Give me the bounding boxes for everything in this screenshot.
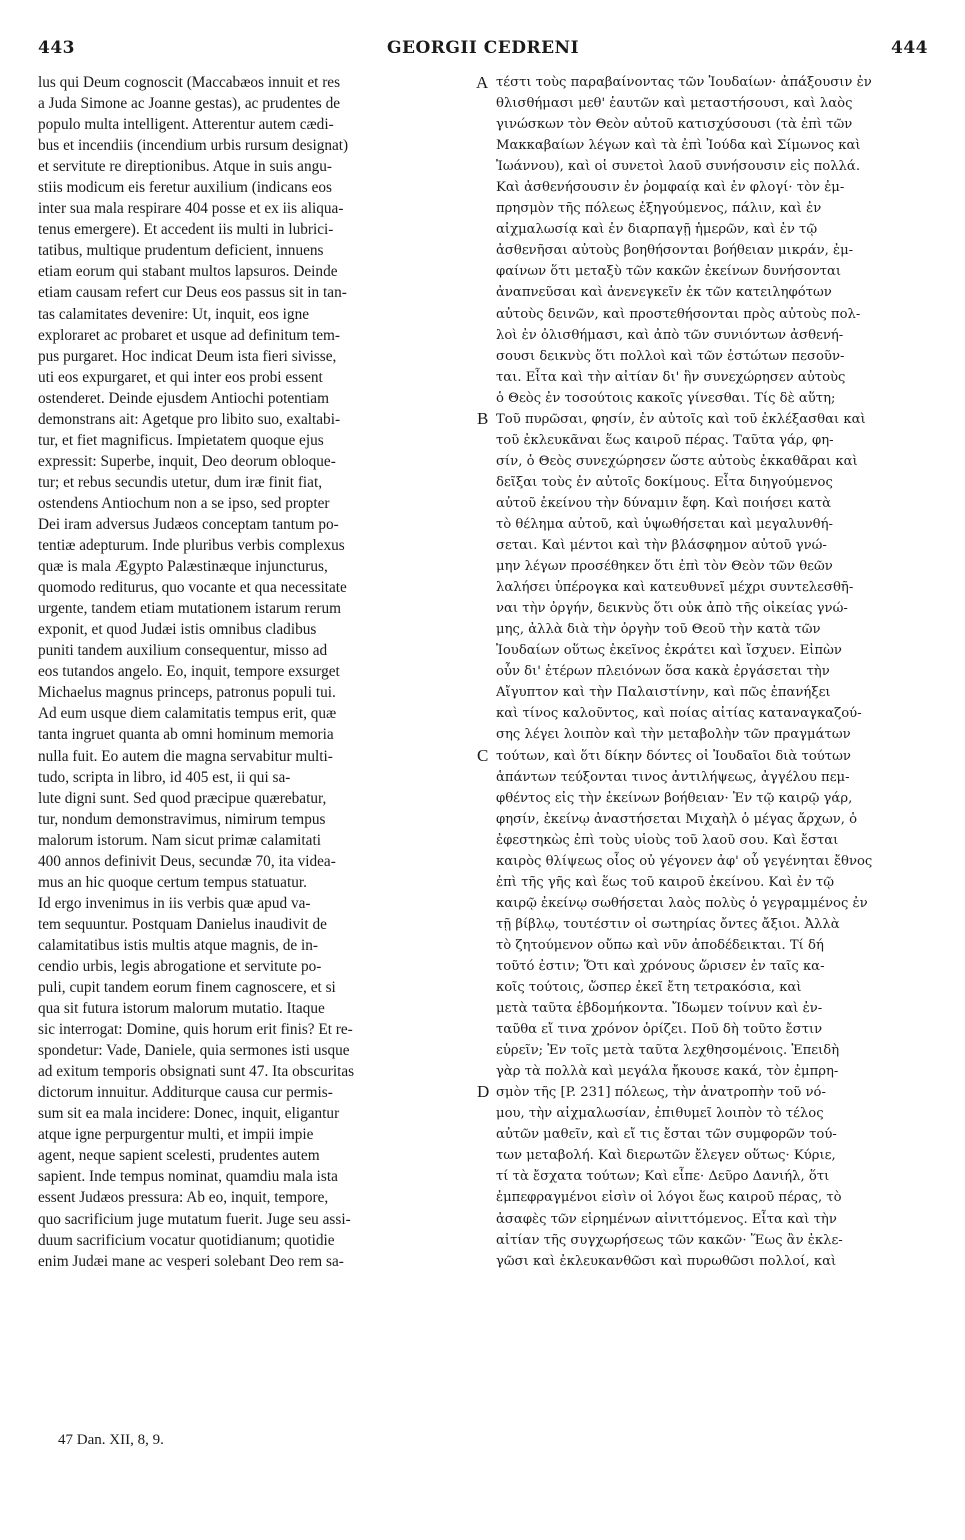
greek-text-line: Καὶ ἀσθενήσουσιν ἐν ῥομφαίᾳ καὶ ἐν φλογί· τὸν ἐμ- bbox=[496, 180, 845, 196]
latin-text-line: quo sacrificium juge mutatum fuerit. Juge seu assi- bbox=[38, 1210, 351, 1228]
greek-text-line: καιρὸς θλίψεως οἷος οὐ γέγονεν ἀφ' οὗ γεγένηται ἔθνος bbox=[496, 853, 873, 869]
greek-text-line: σεται. Καὶ μέντοι καὶ τὴν βλάσφημον αὐτοῦ γνώ- bbox=[496, 538, 827, 554]
latin-text-line: mus an hic quoque certum tempus statuatur. bbox=[38, 873, 307, 891]
latin-text-line: tudo, scripta in libro, id 405 est, ii qui sa- bbox=[38, 768, 291, 786]
latin-text-line: Id ergo invenimus in iis verbis quæ apud va- bbox=[38, 894, 311, 912]
greek-text-line: μην λέγων προσέθηκεν ὅτι ἐπὶ τὸν Θεὸν τῶν θεῶν bbox=[496, 559, 833, 575]
greek-text-line: τέστι τοὺς παραβαίνοντας τῶν Ἰουδαίων· ἀπάξουσιν ἐν bbox=[496, 75, 872, 90]
latin-text-line: calamitatibus istis multis atque magnis, de in- bbox=[38, 936, 318, 954]
latin-text-line: tanta ingruet quanta ab omni hominum memoria bbox=[38, 726, 334, 744]
page-number-right: 444 bbox=[891, 38, 928, 58]
page-number-left: 443 bbox=[38, 38, 75, 58]
greek-text-line: αὐτοὺς δεινῶν, καὶ προστεθήσονται πρὸς αὐτοὺς πολ- bbox=[496, 306, 861, 322]
latin-text-line: a Juda Simone ac Joanne gestas), ac prudentes de bbox=[38, 95, 341, 113]
latin-text-line: exponit, et quod Judæi istis omnibus cladibus bbox=[38, 621, 317, 639]
margin-marker-b: B bbox=[477, 409, 489, 428]
greek-text-line: αἰχμαλωσίᾳ καὶ ἐν διαρπαγῇ ἡμερῶν, καὶ ἐν τῷ bbox=[496, 222, 818, 238]
page-header bbox=[38, 38, 928, 66]
greek-text-line: κοῖς τούτοις, ὥσπερ ἐκεῖ ἔτη τετρακόσια, καὶ bbox=[496, 980, 802, 996]
greek-text-line: ἐφεστηκὼς ἐπὶ τοὺς υἱοὺς τοῦ λαοῦ σου. Καὶ ἔσται bbox=[496, 832, 839, 848]
latin-text-line: inter sua mala respirare 404 posse et ex iis aliqua- bbox=[38, 200, 344, 218]
greek-text-line: φθέντος εἰς τὴν ἐκείνων βοήθειαν· Ἐν τῷ καιρῷ γάρ, bbox=[496, 790, 853, 806]
greek-column bbox=[496, 72, 932, 1272]
greek-text-line: σης λέγει λοιπὸν καὶ τὴν μεταβολὴν τῶν πραγμάτων bbox=[496, 727, 851, 743]
latin-text-line: quæ is mala Ægypto Palæstinæque injuncturus, bbox=[38, 558, 328, 576]
latin-text-line: agent, neque sapient scelesti, prudentes autem bbox=[38, 1147, 320, 1165]
greek-text-line: αὐτῶν μαθεῖν, καὶ εἴ τις ἔσται τῶν συμφορῶν τού- bbox=[496, 1127, 837, 1143]
latin-text-line: sapient. Inde tempus nominat, quamdiu mala ista bbox=[38, 1168, 338, 1186]
latin-text-line: Ad eum usque diem calamitatis tempus erit, quæ bbox=[38, 705, 337, 723]
latin-text-line: Michaelus magnus princeps, patronus populi tui. bbox=[38, 684, 336, 702]
latin-text-line: lute digni sunt. Sed quod præcipue quærebatur, bbox=[38, 789, 327, 807]
greek-text-line: τὸ θέλημα αὐτοῦ, καὶ ὑψωθήσεται καὶ μεγαλυνθή- bbox=[496, 516, 833, 532]
greek-text-line: Μακκαβαίων λέγων καὶ τὰ ἐπὶ Ἰούδα καὶ Σίμωνος καὶ bbox=[496, 138, 861, 154]
latin-text-line: puniti tandem auxilium consequentur, misso ad bbox=[38, 642, 328, 660]
greek-text-line: Τοῦ πυρῶσαι, φησίν, ἐν αὐτοῖς καὶ τοῦ ἐκλέξασθαι καὶ bbox=[496, 411, 866, 427]
latin-text-line: qua sit futura istorum malorum mutatio. Itaque bbox=[38, 1000, 325, 1018]
greek-text-line: γὰρ τὰ πολλὰ καὶ μεγάλα ἤκουσε κακά, τὸν ἐμπρη- bbox=[496, 1064, 839, 1080]
greek-text-line: δεῖξαι τοὺς ἐν αὐτοῖς δοκίμους. Εἶτα διηγούμενος bbox=[496, 474, 833, 490]
greek-text-line: Αἴγυπτον καὶ τὴν Παλαιστίνην, καὶ πῶς ἐπανήξει bbox=[496, 685, 831, 701]
latin-text-line: tentiæ adepturum. Inde pluribus verbis complexus bbox=[38, 537, 345, 555]
latin-text-line: expressit: Superbe, inquit, Deo deorum obloque- bbox=[38, 452, 336, 470]
greek-text-line: ἐμπεφραγμένοι εἰσὶν οἱ λόγοι ἕως καιροῦ πέρας, τὸ bbox=[496, 1190, 842, 1206]
greek-text-line: θλισθήμασι μεθ' ἑαυτῶν καὶ μεταστήσουσι, καὶ λαὸς bbox=[496, 96, 853, 112]
greek-text-line: τὸ ζητούμενον οὔπω καὶ νῦν ἀποδέδεικται. Τί δή bbox=[496, 937, 824, 953]
latin-text-line: quomodo rediturus, quo vocante et qua necessitate bbox=[38, 579, 347, 597]
latin-text-line: tur; et rebus secundis utetur, dum iræ finit fiat, bbox=[38, 473, 323, 491]
latin-text-line: Dei iram adversus Judæos conceptam tantum po- bbox=[38, 515, 339, 533]
greek-text-line: ἀσαφὲς τῶν εἰρημένων αἰνιττόμενος. Εἶτα καὶ τὴν bbox=[496, 1211, 837, 1227]
latin-text-line: spondetur: Vade, Daniele, quia sermones isti usque bbox=[38, 1042, 350, 1060]
latin-text-line: ad exitum temporis obsignati sunt 47. Ita obscuritas bbox=[38, 1063, 355, 1081]
greek-text-line: ἁπάντων τεύξονται τινος ἀντιλήψεως, ἀγγέλου πεμ- bbox=[496, 769, 850, 785]
latin-text-line: nulla fuit. Eo autem die magna servabitur multi- bbox=[38, 747, 333, 765]
greek-text-line: τῇ βίβλῳ, τουτέστιν οἱ σωτηρίας ὄντες ἄξιοι. Ἀλλὰ bbox=[496, 916, 840, 932]
greek-text-line: μου, τὴν αἰχμαλωσίαν, ἐπιθυμεῖ λοιπὸν τὸ τέλος bbox=[496, 1106, 824, 1122]
latin-text-line: demonstrans ait: Agetque pro libito suo, exaltabi- bbox=[38, 410, 341, 428]
greek-text-line: ὁ Θεὸς ἐν τοσούτοις κακοῖς γίνεσθαι. Τίς δὲ αὕτη; bbox=[496, 390, 836, 406]
latin-text-line: malorum istorum. Nam sicut primæ calamitati bbox=[38, 831, 321, 849]
footnote: 47 Dan. XII, 8, 9. bbox=[58, 1432, 164, 1448]
latin-text-line: cendio urbis, legis abrogatione et servitute po- bbox=[38, 957, 322, 975]
greek-text-line: εὑρεῖν; Ἐν τοῖς μετὰ ταῦτα λεχθησομένοις. Ἐπειδὴ bbox=[496, 1043, 840, 1059]
latin-text-line: tur, et fiet magnificus. Impietatem quoque ejus bbox=[38, 431, 324, 449]
greek-text-line: οὖν δι' ἑτέρων πλειόνων ὅσα κακὰ ἐργάσεται τὴν bbox=[496, 664, 830, 680]
greek-text-line: των μεταβολή. Καὶ διερωτῶν ἔλεγεν οὕτως· Κύριε, bbox=[496, 1148, 836, 1164]
greek-text-line: αἰτίαν τῆς συγχωρήσεως τῶν κακῶν· Ἕως ἂν ἐκλε- bbox=[496, 1232, 843, 1248]
greek-text-line: αὐτοῦ ἐκείνου τὴν δύναμιν ἔφη. Καὶ ποιήσει κατὰ bbox=[496, 495, 832, 511]
latin-text-line: tem sequuntur. Postquam Danielus inaudivit de bbox=[38, 915, 327, 933]
greek-text-line: ταῦθα εἴ τινα χρόνον ὁρίζει. Ποῦ δὴ τοῦτο ἔστιν bbox=[496, 1022, 823, 1038]
margin-marker-d: D bbox=[477, 1082, 490, 1101]
latin-text-line: pus purgaret. Hoc indicat Deum ista fieri sivisse, bbox=[38, 347, 337, 365]
latin-text-line: etiam eorum qui stabant multos lapsuros. Deinde bbox=[38, 263, 338, 281]
greek-text-line: καιρῷ ἐκείνῳ σωθήσεται λαὸς πολὺς ὁ γεγραμμένος ἐν bbox=[496, 895, 868, 911]
latin-text-line: etiam causam refert cur Deus eos passus sit in tan- bbox=[38, 284, 347, 302]
latin-text-line: atque igne perpurgentur multi, et impii impie bbox=[38, 1126, 314, 1144]
greek-text-line: ἀναπνεῦσαι καὶ ἀνενεγκεῖν ἐκ τῶν κατειληφότων bbox=[496, 285, 832, 301]
greek-text-line: τοῦ ἐκλευκᾶναι ἕως καιροῦ πέρας. Ταῦτα γάρ, φη- bbox=[496, 432, 834, 448]
latin-text-line: et servitute re direptionibus. Atque in suis angu- bbox=[38, 158, 332, 176]
greek-text-line: σίν, ὁ Θεὸς συνεχώρησεν ὥστε αὐτοὺς ἐκκαθᾶραι καὶ bbox=[496, 453, 858, 469]
latin-text-line: duum sacrificium vocatur quotidianum; quotidie bbox=[38, 1231, 335, 1249]
latin-text-line: essent Judæos pressura: Ab eo, inquit, tempore, bbox=[38, 1189, 329, 1207]
greek-text-line: πρησμὸν τῆς πόλεως ἐξηγούμενος, πάλιν, καὶ ἐν bbox=[496, 201, 822, 217]
greek-text-line: φαίνων ὅτι μεταξὺ τῶν κακῶν ἐκείνων δυνήσονται bbox=[496, 264, 842, 280]
greek-text-line: καὶ τίνος καλοῦντος, καὶ ποίας αἰτίας καταναγκαζού- bbox=[496, 706, 862, 722]
latin-text-line: ostendens Antiochum non a se ipso, sed propter bbox=[38, 494, 330, 512]
latin-text-line: lus qui Deum cognoscit (Maccabæos innuit et res bbox=[38, 74, 341, 91]
latin-text-line: sic interrogat: Domine, quis horum erit finis? Et re- bbox=[38, 1021, 353, 1039]
greek-text-line: γινώσκων τὸν Θεὸν αὐτοῦ κατισχύσουσι (τὰ ἐπὶ τῶν bbox=[496, 117, 853, 133]
latin-text-line: bus et incendiis (incendium urbis rursum designat) bbox=[38, 137, 349, 155]
latin-text-line: stiis modicum eis feretur auxilium (indicans eos bbox=[38, 179, 332, 197]
greek-text-line: ἀσθενῆσαι αὐτοὺς βοηθήσονται βοήθειαν μικράν, ἐμ- bbox=[496, 243, 854, 259]
latin-text-line: tas calamitates devenire: Ut, inquit, eos igne bbox=[38, 305, 310, 323]
greek-text-line: τούτων, καὶ ὅτι δίκην δόντες οἱ Ἰουδαῖοι διὰ τούτων bbox=[496, 748, 851, 764]
latin-text-line: uti eos expurgaret, et qui inter eos probi essent bbox=[38, 368, 323, 386]
latin-text-line: tur, nondum demonstravimus, nimirum tempus bbox=[38, 810, 326, 828]
running-title: GEORGII CEDRENI bbox=[386, 38, 580, 58]
greek-text-line: τοῦτό ἐστιν; Ὅτι καὶ χρόνους ὥρισεν ἐν ταῖς κα- bbox=[496, 958, 825, 974]
latin-text-line: sum sit ea mala incidere: Donec, inquit, eligantur bbox=[38, 1105, 340, 1123]
greek-text-line: ναι τὴν ὀργήν, δεικνὺς ὅτι οὐκ ἀπὸ τῆς οἰκείας γνώ- bbox=[496, 601, 848, 617]
greek-text-line: Ἰουδαίων οὕτως ἐκεῖνος ἐκράτει καὶ ἴσχυεν. Εἰπὼν bbox=[496, 643, 842, 659]
margin-marker-c: C bbox=[477, 746, 489, 765]
latin-text-line: urgente, tandem etiam mutationem istarum rerum bbox=[38, 600, 342, 618]
greek-text-line: ἐπὶ τῆς γῆς καὶ ἕως τοῦ καιροῦ ἐκείνου. Καὶ ἐν τῷ bbox=[496, 874, 834, 890]
latin-text-line: populo multa intelligent. Atterentur autem cædi- bbox=[38, 116, 334, 134]
greek-text-line: σουσι δεικνὺς ὅτι πολλοὶ καὶ τῶν ἑστώτων πεσοῦν- bbox=[496, 348, 845, 364]
greek-text-line: λοὶ ἐν ὀλισθήμασι, καὶ ἀπὸ τῶν συνιόντων ἀσθενή- bbox=[496, 327, 844, 343]
latin-text-line: tatibus, multique prudentum deficient, innuens bbox=[38, 242, 324, 260]
greek-text-line: μης, ἀλλὰ διὰ τὴν ὀργὴν τοῦ Θεοῦ τὴν κατὰ τῶν bbox=[496, 622, 821, 638]
greek-text-line: γῶσι καὶ ἐκλευκανθῶσι καὶ πυρωθῶσι πολλοί, καὶ bbox=[496, 1253, 837, 1269]
greek-text-line: μετὰ ταῦτα ἑβδομήκοντα. Ἴδωμεν τοίνυν καὶ ἐν- bbox=[496, 1001, 823, 1017]
latin-text-line: enim Judæi mane ac vesperi solebant Deo rem sa- bbox=[38, 1252, 344, 1270]
margin-marker-a: A bbox=[476, 73, 489, 92]
latin-text-line: exploraret ac probaret et usque ad definitum tem- bbox=[38, 326, 340, 344]
latin-text-line: ostenderet. Deinde ejusdem Antiochi potentiam bbox=[38, 389, 329, 407]
latin-text-line: dictorum innuitur. Additurque causa cur permis- bbox=[38, 1084, 333, 1102]
latin-text-line: tenus emergere). Et accedent iis multi in lubrici- bbox=[38, 221, 334, 239]
greek-text-line: τί τὰ ἔσχατα τούτων; Καὶ εἶπε· Δεῦρο Δανιήλ, ὅτι bbox=[496, 1169, 830, 1185]
greek-text-line: φησίν, ἐκείνῳ ἀναστήσεται Μιχαὴλ ὁ μέγας ἄρχων, ὁ bbox=[496, 811, 858, 827]
latin-column bbox=[38, 72, 470, 1272]
greek-text-line: Ἰωάννου), καὶ οἱ συνετοὶ λαοῦ συνήσουσιν εἰς πολλά. bbox=[496, 159, 861, 175]
latin-text-line: eos tutandos angelo. Eo, inquit, tempore exsurget bbox=[38, 663, 340, 681]
greek-text-line: ται. Εἶτα καὶ τὴν αἰτίαν δι' ἣν συνεχώρησεν αὐτοὺς bbox=[496, 369, 846, 385]
greek-text-line: σμὸν τῆς [P. 231] πόλεως, τὴν ἀνατροπὴν τοῦ νό- bbox=[496, 1085, 826, 1101]
greek-text-line: λαλήσει ὑπέρογκα καὶ κατευθυνεῖ μέχρι συντελεσθῆ- bbox=[496, 580, 854, 596]
latin-text-line: puli, cupit tandem eorum finem cagnoscere, et si bbox=[38, 979, 336, 997]
latin-text-line: 400 annos definivit Deus, secundæ 70, ita videa- bbox=[38, 852, 336, 870]
